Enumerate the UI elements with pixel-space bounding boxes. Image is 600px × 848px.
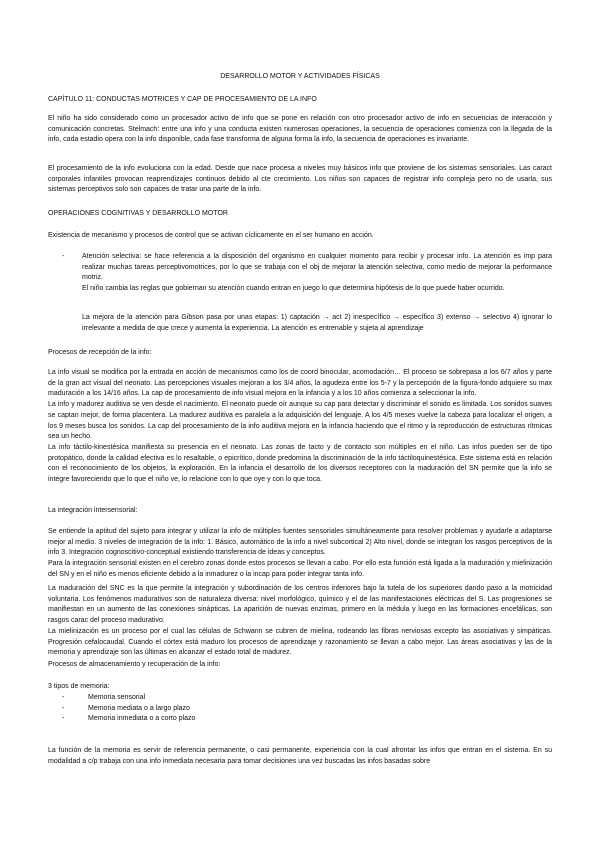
memory-types-label: 3 tipos de memoria: [48, 683, 110, 690]
list-item [48, 693, 552, 704]
bullet-text-1: Atención selectiva: se hace referencia a la disposición del organismo en cualquier momento para recibir y procesar info. La atención es imp para realizar muchas tareas perceptivomotrices, por lo que se trabaja con el obj de mejorar la atención selectiva, como medio de mejorar la performance motriz. [82, 253, 552, 282]
section-heading-reception: Procesos de recepción de la info: [48, 349, 152, 356]
list-item-text: Memoria mediata o a largo plazo [88, 704, 190, 712]
bullet-dash: - [62, 694, 65, 701]
list-item [48, 704, 552, 715]
reception-auditory: La info y madurez auditiva se ven desde el nacimiento. El neonato puede oír aunque su cap para detectar y discriminar el sonido es limitada. Los sonidos suaves se captan mejor, de forma placentera. La madurez auditiva es paralela a la adquisición del lenguaje. A los 4/5 meses vuelve la cabeza para localizar el origen, a los 9 meses busca los sonidos. La cap del procesamiento de la info auditiva mejora en la infancia haciendo que el ritmo y la reproducción de estructuras rítmicas sea un hecho. [48, 401, 552, 441]
integration-paragraph-2: Para la integración sensorial existen en el cerebro zonas donde estos procesos se llevan a cabo. Por ello esta función está ligada a la maduración y mielinización del SN y en el niño es menos eficiente debido a la inmadurez o la incap para poder integrar tanta info. [48, 560, 552, 578]
memory-function-paragraph: La función de la memoria es servir de referencia permanente, o casi permanente, experiencia con la cual afrontar las infos que entran en el sistema. En su modalidad a c/p trabaja con una info inmediata necesaria para tomar decisiones una vez buscadas las infos basadas sobre [48, 747, 552, 765]
snc-paragraph-1: La maduración del SNC es la que permite la integración y subordinación de los centros inferiores bajo la tutela de los superiores dando paso a la motricidad voluntaria. Los fenómenos madurativos son de naturaleza diversa: nivel morfológico, químico y el de las manifestaciones eléctricas del S. Las progresiones se manifiestan en un aumento de las conexiones sinápticas. La aparición de nuevas enzimas, primero en la médula y luego en las formaciones encefálicas, son rasgos carac del proceso madurativo. [48, 585, 552, 625]
bullet-attention [62, 252, 552, 295]
bullet-dash: - [62, 704, 65, 712]
reception-tactile: La info táctilo-kinestésica manifiesta su presencia en el neonato. Las zonas de tacto y de contacto son múltiples en el niño. Las infos pueden ser de tipo protopático, donde la calidad efectiva es lo resaltable, o epicrítico, donde predomina la discriminación de la info táctiloquinestésica. Este sistema está en relación con el reconocimiento de los objetos, la exploración. En la infancia el desarrollo de los diversos receptores con la maduración del SN permite que la info se integre favoreciendo que lo que el niño ve, lo relacione con lo que oye y con lo que toca. [48, 443, 552, 484]
bullet-dash: - [62, 253, 65, 260]
list-item [48, 714, 552, 725]
integration-paragraph-1: Se entiende la aptitud del sujeto para integrar y utilizar la info de múltiples fuentes sensoriales simultáneamente para resolver problemas y ayudarle a adaptarse mejor al medio. 3 niveles de integración de la info: 1. Básico, automático de la info a nivel subcortical 2) Alto nivel, donde se integran los rasgos perceptivos de la info 3. Integración cognoscitivo-conceptual existiendo transferencia de ideas y conceptos. [48, 528, 552, 557]
list-item-text: Memoria inmediata o a corto plazo [88, 715, 196, 723]
snc-body [48, 584, 552, 659]
bullet-text-2: El niño cambia las reglas que gobiernan su atención cuando entran en juego lo que determina hipótesis de lo que puede haber ocurrido. [82, 285, 505, 293]
gibson-paragraph: La mejora de la atención para Gibson pasa por unas etapas: 1) captación → act 2) inespecífico → específico 3) extenso → selectivo 4) ignorar lo irrelevante a medida de que crece y aumenta la experiencia. La atención es entrenable y sujeta al aprendizaje [82, 314, 552, 332]
chapter-heading: CAPÍTULO 11: CONDUCTAS MOTRICES Y CAP DE PROCESAMIENTO DE LA INFO [48, 96, 317, 103]
reception-body [48, 368, 552, 486]
operations-lead: Existencia de mecanismo y procesos de control que se activan cíclicamente en el ser humano en acción. [48, 232, 374, 239]
memory-types-list [48, 693, 552, 725]
integration-body [48, 527, 552, 581]
reception-visual: La info visual se modifica por la entrada en acción de mecanismos como los de coord binocular, acomodación… El proceso se sobrepasa a los 6/7 años y parte de la gran act visual del neonato. Las percepciones visuales mejoran a los 3/4 años, la agudeza entre los 5-7 y la percepción de la figura-fondo adquiere su max maduración a los 14/16 años. La cap de procesamiento de info visual mejora en la infancia y a los 10 años comienza a seleccionar la info. [48, 369, 552, 398]
intro-paragraph-2: El procesamiento de la info evoluciona con la edad. Desde que nace procesa a niveles muy básicos info que proviene de los sistemas sensoriales. Las caract corporales infantiles provocan reaprendizajes continuos debido al cte crecimiento. Los niños son capaces de registrar info compleja pero no de usarla, sus sistemas perceptivos solo son capaces de tratar una parte de la info. [48, 165, 552, 194]
snc-paragraph-2: La mielinización es un proceso por el cual las células de Schwann se cubren de mielina, rodeando las fibras nerviosas excepto las asociativas y simpáticas. Progresión cefalocaudal. Cuando el córtex está maduro los procesos de aprendizaje y razonamiento se llevan a cabo mejor. Las áreas asociativas y las de la memoria y aprendizaje son las últimas en alcanzar el estado total de madurez. [48, 627, 552, 657]
list-item-text: Memoria sensorial [88, 694, 146, 701]
section-heading-integration: La integración intersensorial: [48, 507, 138, 514]
intro-paragraph-1: El niño ha sido considerado como un procesador activo de info que se pone en relación con otro procesador activo de info en secuencias de interacción y comunicación concretas. Stelmach: entre una info y una conducta existen numerosas operaciones, la secuencia de operaciones comienza con la llegada de la info, cada estadio opera con la info disponible, cada fase transforma de alguna forma la info, la secuencia de operaciones es invariante. [48, 115, 552, 144]
section-heading-operations: OPERACIONES COGNITIVAS Y DESARROLLO MOTOR [48, 210, 228, 217]
section-heading-storage: Procesos de almacenamiento y recuperación de la info: [48, 661, 221, 668]
bullet-dash: - [62, 715, 65, 723]
document-title: DESARROLLO MOTOR Y ACTIVIDADES FÍSICAS [220, 73, 380, 80]
